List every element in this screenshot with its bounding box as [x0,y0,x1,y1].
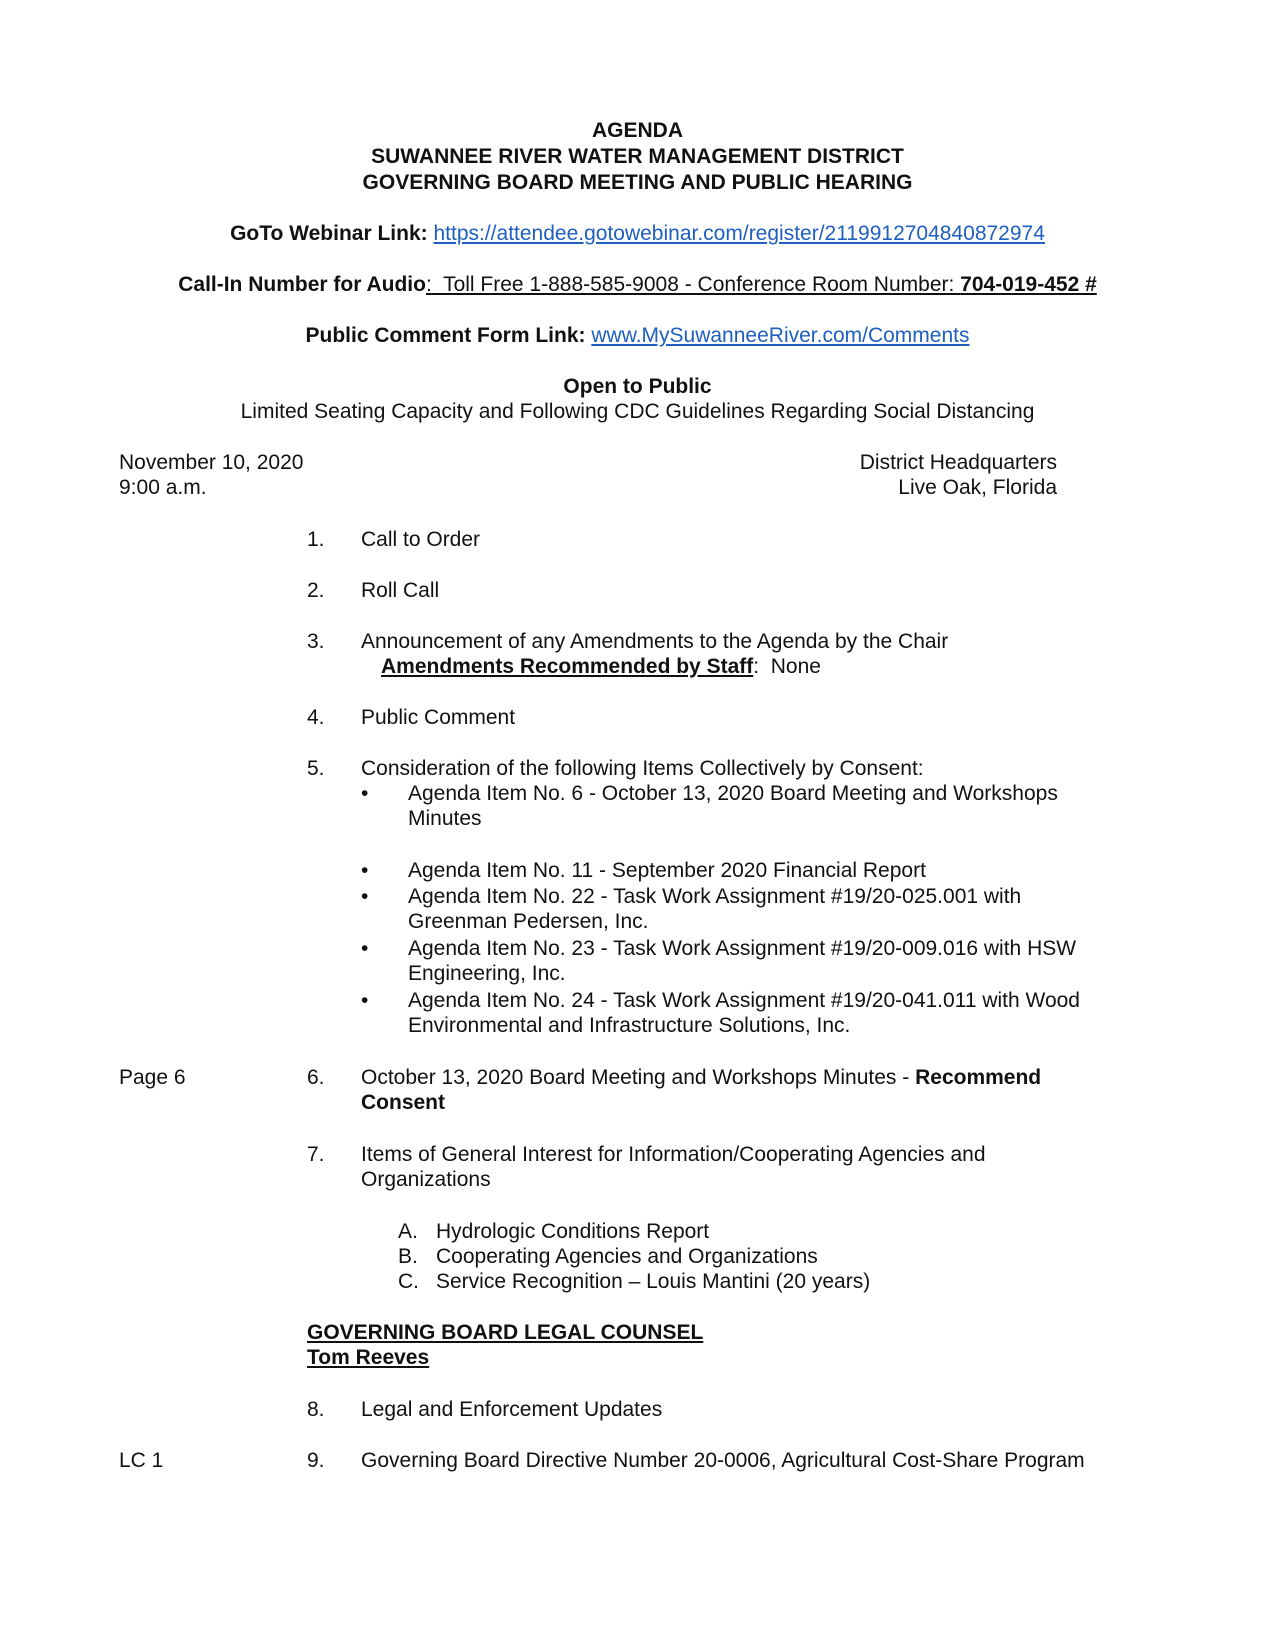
bullet-icon: • [361,859,369,882]
conference-code: 704-019-452 # [960,273,1097,296]
call-in-number: Toll Free 1-888-585-9008 - Conference Room Number: [431,273,961,296]
sub-item: Hydrologic Conditions Report [436,1220,710,1243]
sub-item: Service Recognition – Louis Mantini (20 years) [436,1270,871,1293]
agenda-item-amendments: Announcement of any Amendments to the Agenda by the Chair [361,630,949,653]
bullet-icon: • [361,989,369,1012]
meeting-location: District Headquarters [859,451,1057,474]
meeting-city: Live Oak, Florida [898,476,1057,499]
item-number: 8. [307,1398,325,1421]
item-number: 6. [307,1066,325,1089]
call-in-label: Call-In Number for Audio [178,273,426,296]
sub-item: Cooperating Agencies and Organizations [436,1245,818,1268]
page-reference: Page 6 [119,1066,186,1089]
open-to-public-title: Open to Public [563,375,712,398]
agenda-item-public-comment: Public Comment [361,706,516,729]
agenda-item-roll-call: Roll Call [361,579,440,602]
sub-item-letter: A. [398,1220,418,1243]
webinar-label: GoTo Webinar Link: [230,222,428,245]
page-reference: LC 1 [119,1449,164,1472]
comment-form-link[interactable]: www.MySuwanneeRiver.com/Comments [591,324,970,347]
consent-item: Agenda Item No. 6 - October 13, 2020 Board Meeting and Workshops Minutes [408,782,1058,830]
sub-item-letter: B. [398,1245,418,1268]
webinar-line [0,221,1275,246]
agenda-item-directive: Governing Board Directive Number 20-0006, Agricultural Cost-Share Program [361,1449,1085,1472]
district-title: SUWANNEE RIVER WATER MANAGEMENT DISTRICT [371,145,904,168]
comment-form-line [0,323,1275,348]
minutes-text: October 13, 2020 Board Meeting and Workshops Minutes - [361,1066,916,1089]
comment-form-label: Public Comment Form Link: [305,324,586,347]
section-person: Tom Reeves [307,1346,430,1369]
bullet-icon: • [361,782,369,805]
item-number: 5. [307,757,325,780]
call-in-sep: : [425,273,432,296]
item-number: 3. [307,630,325,653]
section-heading: GOVERNING BOARD LEGAL COUNSEL [307,1321,704,1344]
bullet-icon: • [361,937,369,960]
agenda-item-consent: Consideration of the following Items Collectively by Consent: [361,757,924,780]
consent-item: Agenda Item No. 24 - Task Work Assignment #19/20-041.011 with Wood Environmental and Infrastructure Solutions, Inc. [408,989,1080,1037]
meeting-date: November 10, 2020 [119,451,304,474]
item-number: 4. [307,706,325,729]
meeting-title: GOVERNING BOARD MEETING AND PUBLIC HEARING [362,171,913,194]
amendments-value: : None [753,655,821,678]
amendments-label: Amendments Recommended by Staff [381,655,754,678]
open-to-public-subtitle: Limited Seating Capacity and Following CDC Guidelines Regarding Social Distancing [240,400,1035,423]
webinar-link[interactable]: https://attendee.gotowebinar.com/register/2119912704840872974 [433,222,1045,245]
call-in-line [0,272,1275,297]
consent-item: Agenda Item No. 22 - Task Work Assignment #19/20-025.001 with Greenman Pedersen, Inc. [408,885,1022,933]
meeting-time: 9:00 a.m. [119,476,207,499]
item-number: 9. [307,1449,325,1472]
consent-item: Agenda Item No. 11 - September 2020 Financial Report [408,859,926,882]
agenda-item-legal-updates: Legal and Enforcement Updates [361,1398,663,1421]
sub-item-letter: C. [398,1270,419,1293]
recommend-consent: Recommend Consent [361,1066,1042,1114]
agenda-item-call-to-order: Call to Order [361,528,481,551]
agenda-item-general-interest: Items of General Interest for Information/Cooperating Agencies and Organizations [361,1143,986,1191]
item-number: 7. [307,1143,325,1166]
agenda-title: AGENDA [591,119,683,142]
bullet-icon: • [361,885,369,908]
agenda-item-minutes [361,1065,1121,1115]
consent-item: Agenda Item No. 23 - Task Work Assignment #19/20-009.016 with HSW Engineering, Inc. [408,937,1077,985]
item-number: 2. [307,579,325,602]
amendments-line [381,654,821,679]
item-number: 1. [307,528,325,551]
